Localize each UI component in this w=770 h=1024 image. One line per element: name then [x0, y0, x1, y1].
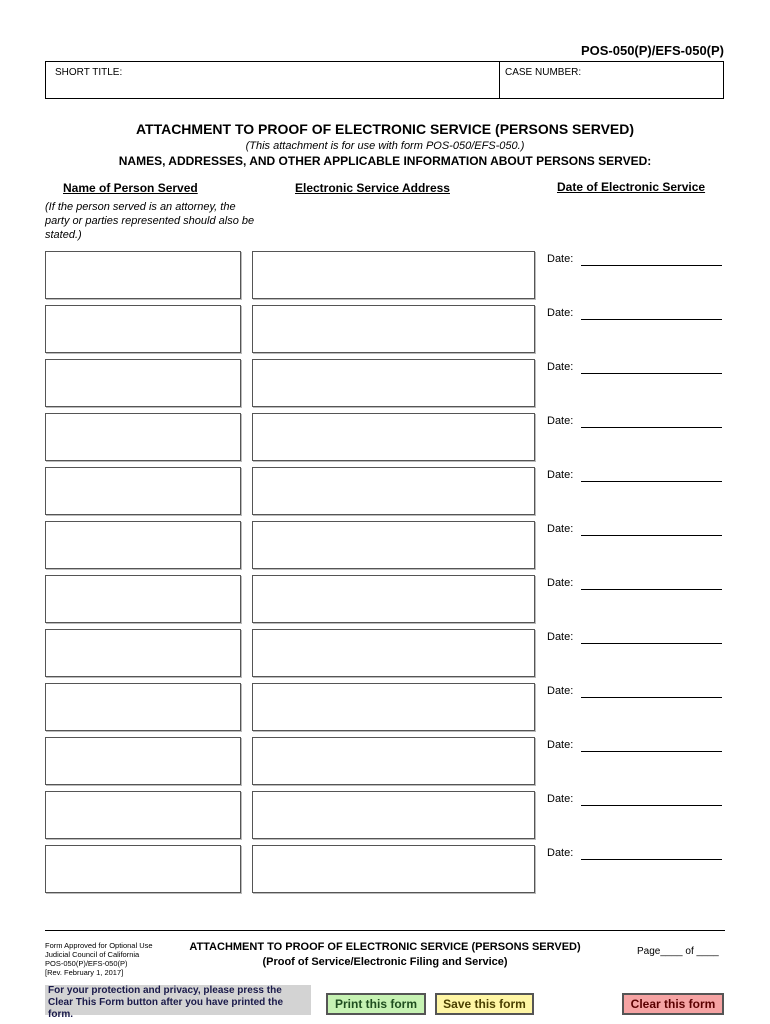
person-name-field[interactable]	[45, 521, 241, 569]
person-row	[45, 575, 725, 623]
date-label: Date:	[547, 847, 574, 859]
date-label: Date:	[547, 361, 574, 373]
electronic-address-field[interactable]	[252, 521, 535, 569]
date-label: Date:	[547, 631, 574, 643]
electronic-address-field[interactable]	[252, 845, 535, 893]
person-name-field[interactable]	[45, 791, 241, 839]
person-name-field[interactable]	[45, 251, 241, 299]
person-row	[45, 521, 725, 569]
electronic-address-field[interactable]	[252, 791, 535, 839]
date-field[interactable]	[581, 481, 722, 482]
date-field[interactable]	[581, 535, 722, 536]
person-row	[45, 413, 725, 461]
print-form-button[interactable]: Print this form	[326, 993, 426, 1015]
electronic-address-field[interactable]	[252, 305, 535, 353]
person-name-field[interactable]	[45, 575, 241, 623]
electronic-address-field[interactable]	[252, 575, 535, 623]
person-name-field[interactable]	[45, 305, 241, 353]
approval-line: [Rev. February 1, 2017]	[45, 968, 124, 977]
clear-form-button[interactable]: Clear this form	[622, 993, 724, 1015]
short-title-label: SHORT TITLE:	[55, 67, 123, 78]
date-label: Date:	[547, 685, 574, 697]
approval-line: POS-050(P)/EFS-050(P)	[45, 959, 128, 968]
header-divider	[499, 62, 500, 98]
person-row	[45, 791, 725, 839]
date-label: Date:	[547, 523, 574, 535]
section-heading: NAMES, ADDRESSES, AND OTHER APPLICABLE INFORMATION ABOUT PERSONS SERVED:	[118, 154, 652, 168]
date-label: Date:	[547, 739, 574, 751]
person-row	[45, 737, 725, 785]
attorney-note: (If the person served is an attorney, the party or parties represented should also be stated.)	[45, 201, 255, 241]
privacy-note: For your protection and privacy, please press the Clear This Form button after you have printed the form.	[45, 985, 311, 1015]
date-field[interactable]	[581, 373, 722, 374]
person-row	[45, 629, 725, 677]
date-label: Date:	[547, 307, 574, 319]
date-field[interactable]	[581, 859, 722, 860]
person-row	[45, 359, 725, 407]
date-label: Date:	[547, 253, 574, 265]
date-field[interactable]	[581, 265, 722, 266]
date-field[interactable]	[581, 427, 722, 428]
person-name-field[interactable]	[45, 737, 241, 785]
footer-divider	[45, 930, 725, 931]
approval-line: Form Approved for Optional Use	[45, 941, 153, 950]
date-label: Date:	[547, 469, 574, 481]
person-row	[45, 251, 725, 299]
column-header-date: Date of Electronic Service	[557, 180, 706, 194]
date-field[interactable]	[581, 319, 722, 320]
approval-line: Judicial Council of California	[45, 950, 140, 959]
save-form-button[interactable]: Save this form	[435, 993, 534, 1015]
person-name-field[interactable]	[45, 467, 241, 515]
usage-note: (This attachment is for use with form POS-050/EFS-050.)	[245, 140, 525, 152]
footer-subtitle: (Proof of Service/Electronic Filing and Service)	[262, 956, 508, 968]
person-name-field[interactable]	[45, 359, 241, 407]
form-approval-info	[45, 941, 185, 977]
case-number-label: CASE NUMBER:	[505, 67, 582, 78]
person-row	[45, 683, 725, 731]
footer-title: ATTACHMENT TO PROOF OF ELECTRONIC SERVICE (PERSONS SERVED)	[189, 941, 581, 953]
person-name-field[interactable]	[45, 413, 241, 461]
electronic-address-field[interactable]	[252, 413, 535, 461]
date-field[interactable]	[581, 643, 722, 644]
column-header-address: Electronic Service Address	[295, 181, 450, 195]
form-id: POS-050(P)/EFS-050(P)	[580, 43, 724, 58]
electronic-address-field[interactable]	[252, 251, 535, 299]
date-field[interactable]	[581, 697, 722, 698]
person-name-field[interactable]	[45, 683, 241, 731]
electronic-address-field[interactable]	[252, 737, 535, 785]
person-name-field[interactable]	[45, 845, 241, 893]
page-title: ATTACHMENT TO PROOF OF ELECTRONIC SERVICE (PERSONS SERVED)	[135, 121, 635, 137]
date-field[interactable]	[581, 751, 722, 752]
page-number-field[interactable]: Page____ of ____	[637, 946, 719, 957]
person-row	[45, 467, 725, 515]
electronic-address-field[interactable]	[252, 359, 535, 407]
date-field[interactable]	[581, 589, 722, 590]
date-label: Date:	[547, 415, 574, 427]
electronic-address-field[interactable]	[252, 683, 535, 731]
electronic-address-field[interactable]	[252, 467, 535, 515]
person-row	[45, 845, 725, 893]
electronic-address-field[interactable]	[252, 629, 535, 677]
case-header-box	[45, 61, 724, 99]
person-row	[45, 305, 725, 353]
person-name-field[interactable]	[45, 629, 241, 677]
date-field[interactable]	[581, 805, 722, 806]
date-label: Date:	[547, 793, 574, 805]
column-header-name: Name of Person Served	[63, 181, 198, 195]
date-label: Date:	[547, 577, 574, 589]
